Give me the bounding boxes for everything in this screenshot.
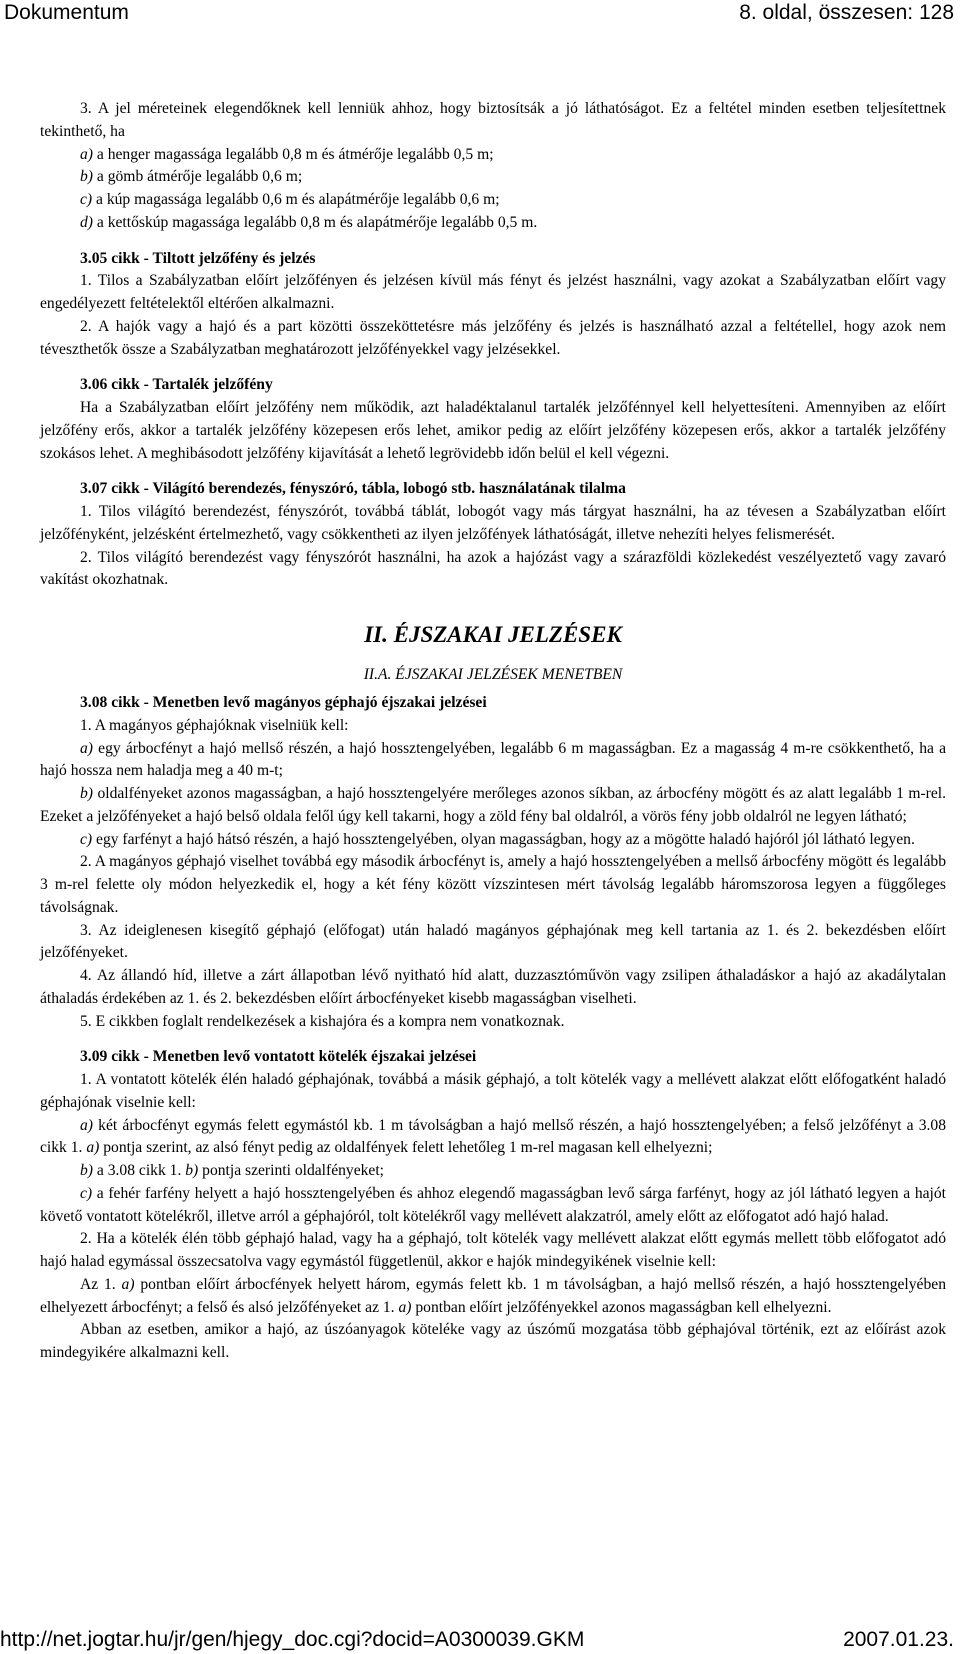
s309-item-a: a) két árbocfényt egymás felett egymástól kb. 1 m távolságban a hajó mellső részén, a hajó hossztengelyében; a felső jelzőfényt a 3.08 cikk 1. a) pontja szerint, az alsó fényt pedig az oldalfények felett lehetőleg 1 m-rel magasan kell elhelyezni;	[40, 1116, 946, 1157]
s309-paragraph-3: Az 1. a) pontban előírt árbocfények helyett három, egymás felett kb. 1 m távolságban, a hajó mellső részén, a hajó hossztengelyében elhelyezett árbocfényt; a felső és alsó jelzőfényeket az 1. a) pontban előírt jelzőfényekkel azonos magasságban kell elhelyezni.	[40, 1275, 946, 1316]
source-url-link[interactable]: http://net.jogtar.hu/jr/gen/hjegy_doc.cgi?docid=A0300039.GKM	[0, 1628, 585, 1651]
document-label: Dokumentum	[4, 1, 129, 24]
s307-heading: 3.07 cikk - Világító berendezés, fényszóró, tábla, lobogó stb. használatának tilalma	[80, 480, 626, 498]
part-subtitle: II.A. ÉJSZAKAI JELZÉSEK MENETBEN	[363, 666, 623, 683]
s308-item-c: c) egy farfényt a hajó hátsó részén, a hajó hossztengelyében, olyan magasságban, hogy az a mögötte haladó hajóról jól látható legyen.	[80, 830, 915, 848]
part-title: II. ÉJSZAKAI JELZÉSEK	[364, 622, 622, 647]
s304-item-a: a) a henger magassága legalább 0,8 m és átmérője legalább 0,5 m;	[80, 145, 494, 163]
s309-item-b: b) a 3.08 cikk 1. b) pontja szerinti oldalfényeket;	[80, 1162, 385, 1179]
document-body	[40, 98, 946, 1365]
s305-paragraph-1: 1. Tilos a Szabályzatban előírt jelzőfényen és jelzésen kívül más fényt és jelzést használni, vagy azokat a Szabályzatban előírt vagy engedélyezett feltételektől eltérően alkalmazni.	[40, 272, 946, 312]
s304-item-b: b) a gömb átmérője legalább 0,6 m;	[80, 168, 303, 186]
s308-paragraph-4: 4. Az állandó híd, illetve a zárt állapotban lévő nyitható híd alatt, duzzasztóművön vagy zsilipen áthaladáskor a hajó az akadálytalan áthaladás érdekében az 1. és 2. bekezdésben előírt árbocfényeket kisebb magasságban viselheti.	[40, 967, 946, 1007]
s309-item-c: c) a fehér farfény helyett a hajó hossztengelyében és ahhoz elegendő magasságban levő sárga farfényt, hogy az jól látható legyen a hajót követő vontatott kötelékről, illetve arról a géphajóról, tolt kötelékről vagy mellévett alakzatról, amely előtt az előfogatot adó hajó halad.	[40, 1184, 946, 1225]
s308-item-b: b) oldalfényeket azonos magasságban, a hajó hossztengelyére merőleges azonos síkban, az árbocfény mögött és az alatt legalább 1 m-rel. Ezeket a jelzőfényeket a hajó belső oldala felől úgy kell takarni, hogy a zöld fény bal oldalról, a vörös fény jobb oldalról ne legyen látható;	[40, 785, 946, 825]
s308-paragraph-2: 2. A magányos géphajó viselhet továbbá egy második árbocfényt is, amely a hajó hossztengelyében a mellső árbocfény mögött és legalább 3 m-rel felette oly módon helyezkedik el, hogy a két fény között vízszintesen mért távolság legalább háromszorosa legyen a függőleges távolságnak.	[40, 853, 946, 916]
s309-heading: 3.09 cikk - Menetben levő vontatott kötelék éjszakai jelzései	[80, 1048, 477, 1066]
s309-paragraph-2: 2. Ha a kötelék élén több géphajó halad, vagy ha a géphajó, tolt kötelék vagy mellévett alakzat előtt egymás mellett több előfogatot adó hajó halad egymással összecsatolva vagy egymástól függetlenül, akkor e hajók mindegyikének viselnie kell:	[40, 1230, 946, 1270]
s304-item-c: c) a kúp magassága legalább 0,6 m és alapátmérője legalább 0,6 m;	[80, 191, 500, 208]
print-date: 2007.01.23.	[843, 1628, 954, 1651]
s309-paragraph-1: 1. A vontatott kötelék élén haladó géphajónak, továbbá a másik géphajó, a tolt kötelék vagy a mellévett alakzat előtt előfogatként haladó géphajónak viselnie kell:	[40, 1071, 946, 1111]
s305-heading: 3.05 cikk - Tiltott jelzőfény és jelzés	[80, 249, 316, 267]
s308-paragraph-1: 1. A magányos géphajóknak viselniük kell:	[80, 716, 349, 734]
s307-paragraph-2: 2. Tilos világító berendezést vagy fényszórót használni, ha azok a hajózást vagy a szárazföldi közlekedést veszélyeztető vagy zavaró vakítást okozhatnak.	[40, 548, 946, 589]
s304-paragraph-3: 3. A jel méreteinek elegendőknek kell lenniük ahhoz, hogy biztosítsák a jó láthatóságot. Ez a feltétel minden esetben teljesítettnek tekinthető, ha	[40, 100, 946, 140]
page-header	[0, 0, 960, 30]
s305-paragraph-2: 2. A hajók vagy a hajó és a part közötti összeköttetésre más jelzőfény és jelzés is használható azzal a feltétellel, hogy azok nem téveszthetők össze a Szabályzatban meghatározott jelzőfényekkel vagy jelzésekkel.	[40, 317, 946, 358]
s309-paragraph-4: Abban az esetben, amikor a hajó, az úszóanyagok köteléke vagy az úszómű mozgatása több géphajóval történik, ezt az előírást azok mindegyikére alkalmazni kell.	[40, 1321, 946, 1361]
s304-item-d: d) a kettőskúp magassága legalább 0,8 m és alapátmérője legalább 0,5 m.	[80, 213, 538, 231]
s308-paragraph-3: 3. Az ideiglenesen kisegítő géphajó (előfogat) után haladó magányos géphajónak meg kell tartania az 1. és 2. bekezdésben előírt jelzőfényeket.	[40, 921, 946, 962]
page-counter: 8. oldal, összesen: 128	[739, 1, 954, 24]
page-footer	[0, 1627, 960, 1654]
s308-item-a: a) egy árbocfényt a hajó mellső részén, a hajó hossztengelyében, legalább 6 m magasságban. Ez a magasság 4 m-re csökkenthető, ha a hajó hossza nem haladja meg a 40 m-t;	[40, 739, 946, 780]
s306-paragraph-1: Ha a Szabályzatban előírt jelzőfény nem működik, azt haladéktalanul tartalék jelzőfénnyel kell helyettesíteni. Amennyiben az előírt jelzőfény erős, akkor a tartalék jelzőfény közepesen erős lehet, amikor pedig az előírt jelzőfény közepesen erős, akkor a tartalék jelzőfény szokásos lehet. A meghibásodott jelzőfény kijavítását a lehető legrövidebb időn belül el kell végezni.	[40, 399, 946, 462]
s308-paragraph-5: 5. E cikkben foglalt rendelkezések a kishajóra és a kompra nem vonatkoznak.	[80, 1012, 565, 1030]
s308-heading: 3.08 cikk - Menetben levő magányos géphajó éjszakai jelzései	[80, 694, 487, 711]
s306-heading: 3.06 cikk - Tartalék jelzőfény	[80, 376, 273, 394]
s307-paragraph-1: 1. Tilos világító berendezést, fényszórót, továbbá táblát, lobogót vagy más tárgyat használni, ha az tévesen a Szabályzatban előírt jelzőfényként, jelzésként értelmezhető, vagy csökkentheti az ilyen jelzőfények láthatóságát, illetve nehezíti helyes felismerését.	[40, 503, 946, 543]
